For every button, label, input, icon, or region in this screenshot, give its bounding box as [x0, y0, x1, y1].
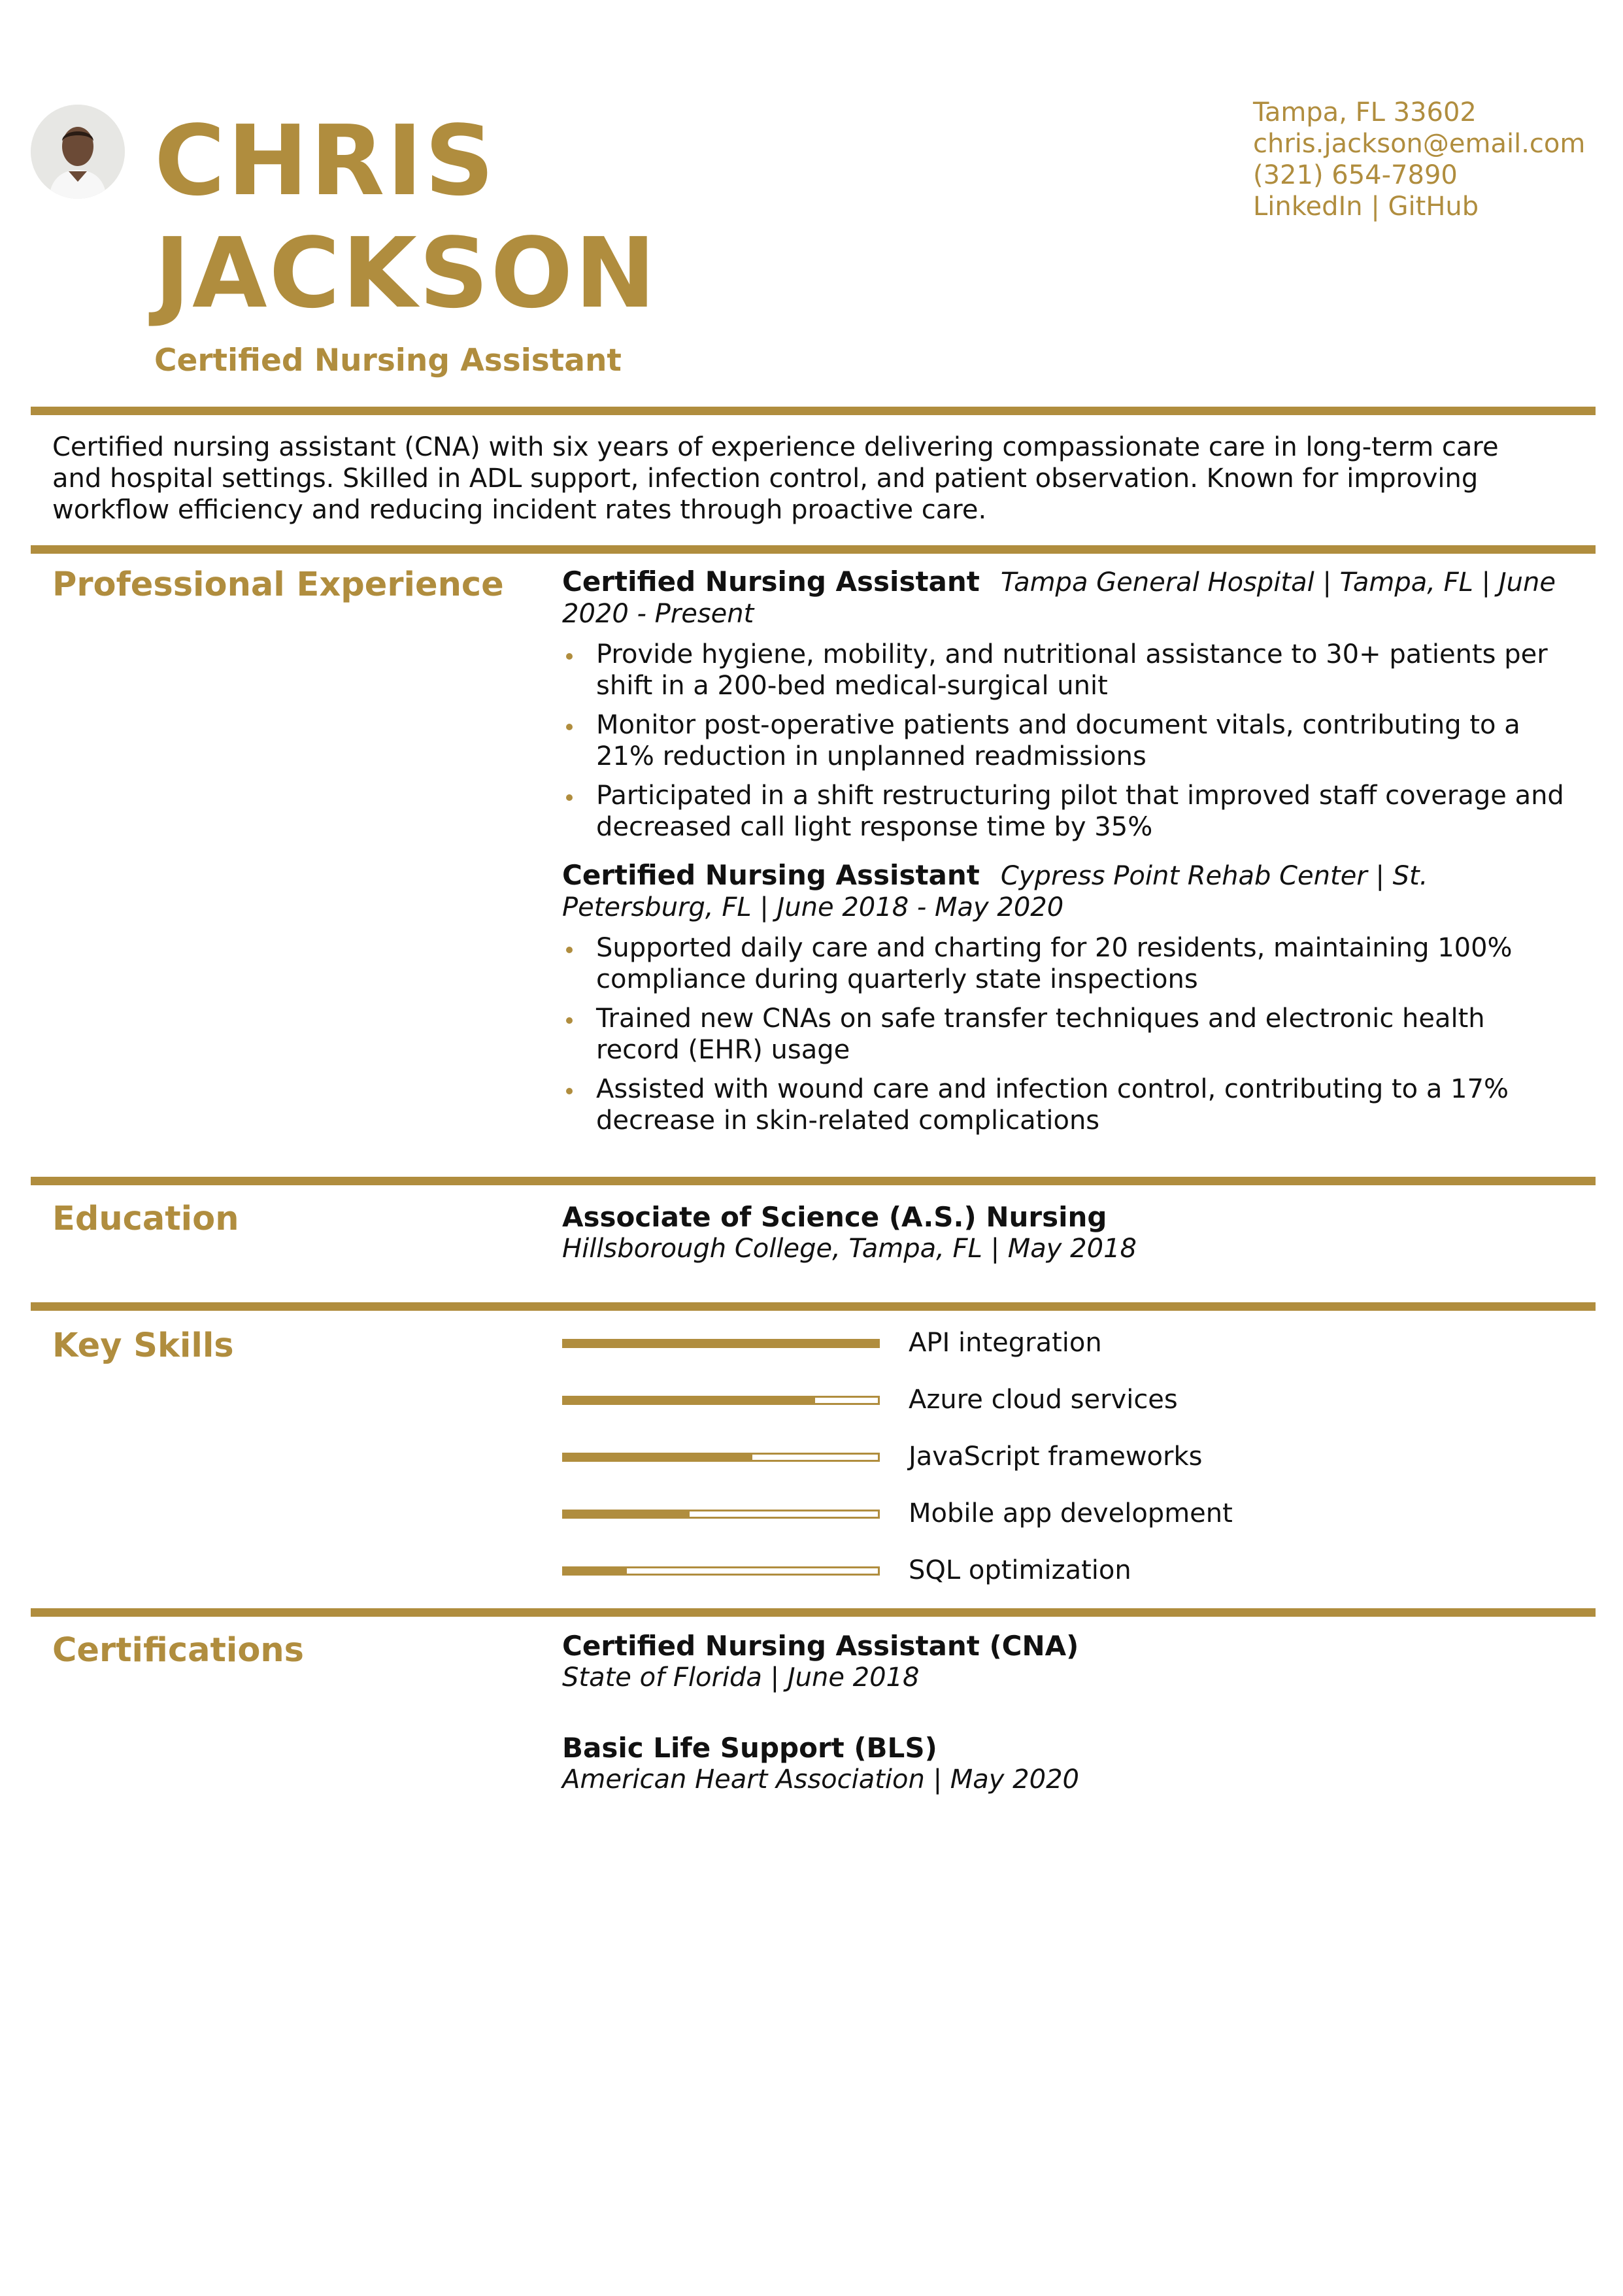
skill-level-bar [562, 1453, 880, 1462]
section-title-skills: Key Skills [52, 1326, 234, 1365]
job-header [562, 860, 1569, 923]
job-header [562, 566, 1569, 630]
list-item: Trained new CNAs on safe transfer techniques and electronic health record (EHR) usage [562, 1003, 1569, 1066]
job-bullets [562, 932, 1569, 1136]
skills-list [562, 1327, 1569, 1612]
list-item: Participated in a shift restructuring pilot that improved staff coverage and decreased call light response time by 35% [562, 780, 1569, 843]
summary: Certified nursing assistant (CNA) with six years of experience delivering compassionate care in long-term care and hospital settings. Skilled in ADL support, infection control, and patient observation. Known for improving workflow efficiency and reducing incident rates through proactive care. [52, 432, 1499, 525]
contact-phone[interactable]: (321) 654-7890 [1253, 160, 1458, 190]
certification-title: Basic Life Support (BLS) [562, 1732, 937, 1764]
skill-name: Mobile app development [909, 1498, 1233, 1528]
job-entry [562, 860, 1569, 1136]
divider [31, 1302, 1596, 1311]
section-title-experience: Professional Experience [52, 566, 504, 604]
skill-item [562, 1498, 1569, 1555]
skill-level-bar [562, 1510, 880, 1519]
skill-name: SQL optimization [909, 1555, 1131, 1585]
skill-item [562, 1555, 1569, 1612]
skill-item [562, 1384, 1569, 1441]
job-title: Certified Nursing Assistant [154, 343, 622, 379]
job-bullets [562, 639, 1569, 843]
divider [31, 1608, 1596, 1617]
name-first: CHRIS [154, 105, 497, 217]
skill-level-fill [564, 1455, 752, 1460]
skill-level-fill [564, 1511, 690, 1517]
list-item: Monitor post-operative patients and document vitals, contributing to a 21% reduction in unplanned readmissions [562, 709, 1569, 772]
list-item: Assisted with wound care and infection control, contributing to a 17% decrease in skin-related complications [562, 1073, 1569, 1136]
degree: Associate of Science (A.S.) Nursing [562, 1201, 1107, 1233]
skill-level-bar [562, 1396, 880, 1405]
skill-name: API integration [909, 1328, 1102, 1358]
certification-entry [562, 1732, 1569, 1795]
certification-entry [562, 1630, 1569, 1693]
skill-level-fill [564, 1568, 627, 1574]
name-last: JACKSON [154, 217, 658, 329]
certification-details: State of Florida | June 2018 [562, 1663, 920, 1693]
job-meta: Cypress Point Rehab Center | St. Petersburg, FL | June 2018 - May 2020 [562, 861, 1428, 922]
section-title-certifications: Certifications [52, 1631, 305, 1670]
education-details: Hillsborough College, Tampa, FL | May 2018 [562, 1234, 1137, 1264]
skill-level-fill [564, 1398, 815, 1403]
certifications-list [562, 1630, 1569, 1795]
contact-email[interactable]: chris.jackson@email.com [1253, 129, 1586, 159]
divider [31, 407, 1596, 415]
job-entry [562, 566, 1569, 843]
list-item: Provide hygiene, mobility, and nutritional assistance to 30+ patients per shift in a 200-bed medical-surgical unit [562, 639, 1569, 701]
certification-title: Certified Nursing Assistant (CNA) [562, 1630, 1079, 1662]
skill-level-bar [562, 1339, 880, 1348]
job-meta: Tampa General Hospital | Tampa, FL | June 2020 - Present [562, 567, 1556, 629]
profile-photo-icon [31, 105, 125, 199]
skill-name: JavaScript frameworks [909, 1442, 1203, 1472]
experience-list [562, 566, 1569, 1153]
avatar [31, 105, 125, 199]
job-role: Certified Nursing Assistant [562, 566, 980, 598]
skill-name: Azure cloud services [909, 1385, 1178, 1415]
section-title-education: Education [52, 1200, 239, 1238]
list-item: Supported daily care and charting for 20 residents, maintaining 100% compliance during quarterly state inspections [562, 932, 1569, 995]
candidate-name [154, 105, 658, 329]
skill-item [562, 1441, 1569, 1498]
skill-item [562, 1327, 1569, 1384]
skill-level-bar [562, 1566, 880, 1576]
contact-location: Tampa, FL 33602 [1253, 97, 1477, 127]
divider [31, 1177, 1596, 1185]
job-role: Certified Nursing Assistant [562, 859, 980, 891]
skill-level-fill [564, 1341, 878, 1346]
contact-info [1253, 97, 1593, 222]
contact-links[interactable]: LinkedIn | GitHub [1253, 192, 1479, 222]
education-entry [562, 1202, 1569, 1264]
divider [31, 545, 1596, 554]
certification-details: American Heart Association | May 2020 [562, 1764, 1079, 1795]
